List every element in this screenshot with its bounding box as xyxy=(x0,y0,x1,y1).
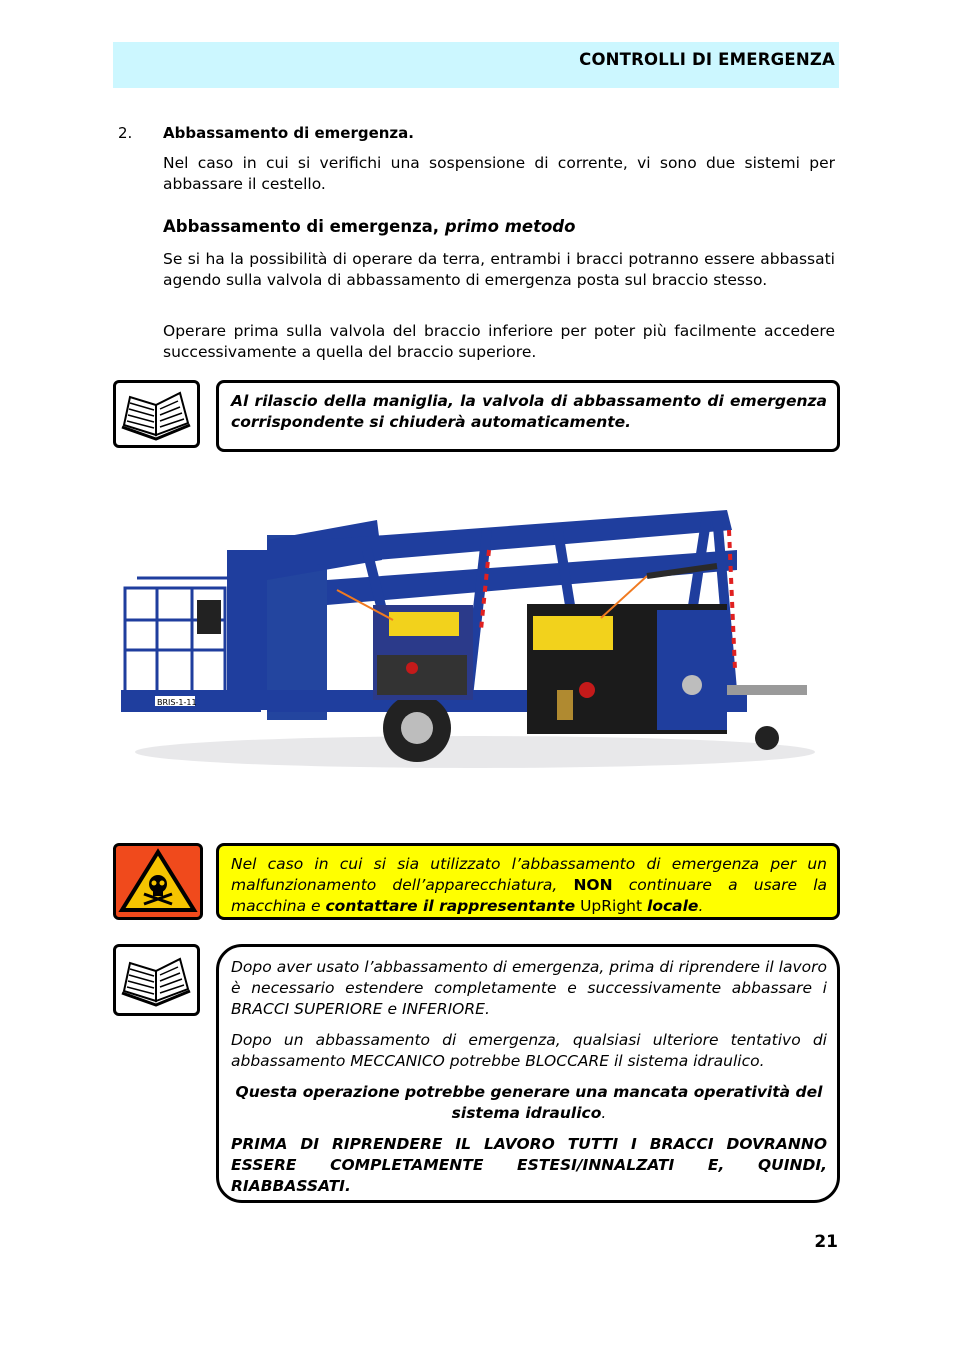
danger-icon-box xyxy=(113,843,203,920)
subheading xyxy=(163,217,575,236)
header-band xyxy=(113,42,839,88)
final-note-p2: Dopo un abbassamento di emergenza, qualsiasi ulteriore tentativo di abbassamento MECCANICO potrebbe BLOCCARE il sistema idraulico. xyxy=(231,1031,827,1070)
book-icon xyxy=(113,944,200,1016)
skull-warning-icon xyxy=(116,846,200,917)
final-note-p3 xyxy=(231,1082,827,1124)
warning-text xyxy=(231,854,827,917)
paragraph-1: Se si ha la possibilità di operare da terra, entrambi i bracci potranno essere abbassati agendo sulla valvola di abbassamento di emergenza posta sul braccio stesso. xyxy=(163,250,835,289)
warning-brand: UpRight xyxy=(575,897,647,915)
subheading-main: Abbassamento di emergenza, xyxy=(163,217,445,236)
section-title: Abbassamento di emergenza. xyxy=(163,124,414,142)
subheading-italic: primo metodo xyxy=(444,217,576,236)
release-note-text: Al rilascio della maniglia, la valvola di abbassamento di emergenza corrispondente si chiuderà automaticamente. xyxy=(231,392,827,431)
warning-non: NON xyxy=(573,876,613,894)
final-note-p3-end: . xyxy=(601,1104,607,1122)
warning-part3: continuare a usare la macchina e xyxy=(231,876,828,915)
plate-label: BRIS-1-11 xyxy=(157,698,197,707)
page-number: 21 xyxy=(814,1232,838,1252)
section-number: 2. xyxy=(118,124,133,142)
final-note-p1: Dopo aver usato l’abbassamento di emergenza, prima di riprendere il lavoro è necessario estendere completamente e successivamente abbassare i BRACCI SUPERIORE e INFERIORE. xyxy=(231,958,827,1018)
book-icon xyxy=(113,380,200,448)
warning-part1: Nel caso in cui si sia utilizzato l’abbassamento di emergenza per un malfunzionamento dell’apparecchiatura, xyxy=(231,855,827,894)
warning-contact: contattare il rappresentante xyxy=(325,897,576,915)
machine-photo xyxy=(117,490,833,770)
header-title: CONTROLLI DI EMERGENZA xyxy=(579,50,835,69)
warning-local: locale xyxy=(647,897,699,915)
final-note-p4: PRIMA DI RIPRENDERE IL LAVORO TUTTI I BRACCI DOVRANNO ESSERE COMPLETAMENTE ESTESI/INNALZATI E, QUINDI, RIABBASSATI. xyxy=(231,1135,827,1195)
release-note-box xyxy=(216,380,840,452)
final-note-box xyxy=(216,944,840,1203)
warning-end: . xyxy=(698,897,704,915)
final-note-p3-bold: Questa operazione potrebbe generare una mancata operatività del sistema idraulico xyxy=(235,1083,823,1122)
paragraph-2: Operare prima sulla valvola del braccio inferiore per poter più facilmente accedere successivamente a quella del braccio superiore. xyxy=(163,322,835,361)
intro-paragraph: Nel caso in cui si verifichi una sospensione di corrente, vi sono due sistemi per abbassare il cestello. xyxy=(163,154,835,193)
warning-box xyxy=(216,843,840,920)
